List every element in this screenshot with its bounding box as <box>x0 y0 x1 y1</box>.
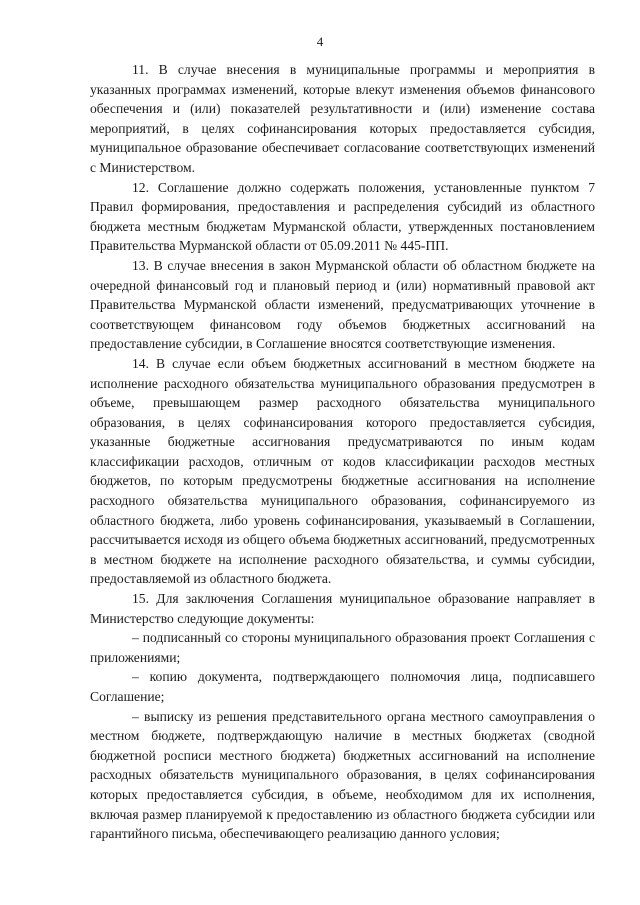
paragraph-15: 15. Для заключения Соглашения муниципальное образование направляет в Министерство следующие документы: <box>90 591 595 626</box>
paragraph-14: 14. В случае если объем бюджетных ассигнований в местном бюджете на исполнение расходного обязательства муниципального образования предусмотрен в объеме, превышающем размер расходного обязательства муниципального образования, в целях софинансирования которого предоставляется субсидия, указанные бюджетные ассигнования предусматриваются по иным кодам классификации расходов, отличным от кодов классификации расходов местных бюджетов, по которым предусмотрены бюджетные ассигнования на исполнение расходного обязательства муниципального образования, софинансируемого из областного бюджета, либо уровень софинансирования, указываемый в Соглашении, рассчитывается исходя из общего объема бюджетных ассигнований, предусмотренных в местном бюджете на исполнение расходного обязательства, и суммы субсидии, предоставляемой из областного бюджета. <box>90 355 595 587</box>
page-number: 4 <box>316 34 324 49</box>
paragraph-11: 11. В случае внесения в муниципальные программы и мероприятия в указанных программах изменений, которые влекут изменения объемов финансового обеспечения и (или) показателей результативности и (или) изменение состава мероприятий, в целях софинансирования которых предоставляется субсидия, муниципальное образование обеспечивает согласование соответствующих изменений с Министерством. <box>90 62 595 175</box>
document-body <box>90 60 595 844</box>
list-item-budget-extract: – выписку из решения представительного органа местного самоуправления о местном бюджете, подтверждающую наличие в местных бюджетах (сводной бюджетной росписи местного бюджета) бюджетных ассигнований на исполнение расходных обязательств муниципального образования, в целях софинансирования которых предоставляется субсидия, в объеме, необходимом для их исполнения, включая размер планируемой к предоставлению из областного бюджета субсидии или гарантийного письма, обеспечивающего реализацию данного условия; <box>90 708 595 842</box>
list-item-authority-copy: – копию документа, подтверждающего полномочия лица, подписавшего Соглашение; <box>90 669 595 704</box>
paragraph-13: 13. В случае внесения в закон Мурманской области об областном бюджете на очередной финансовый год и плановый период и (или) нормативный правовой акт Правительства Мурманской области изменений, предусматривающих уточнение в соответствующем финансовом году объемов бюджетных ассигнований на предоставление субсидии, в Соглашение вносятся соответствующие изменения. <box>90 257 595 352</box>
list-item-draft-agreement: – подписанный со стороны муниципального образования проект Соглашения с приложениями; <box>90 630 595 665</box>
paragraph-12: 12. Соглашение должно содержать положения, установленные пунктом 7 Правил формирования, предоставления и распределения субсидий из областного бюджета местным бюджетам Мурманской области, утвержденных постановлением Правительства Мурманской области от 05.09.2011 № 445-ПП. <box>90 179 595 254</box>
